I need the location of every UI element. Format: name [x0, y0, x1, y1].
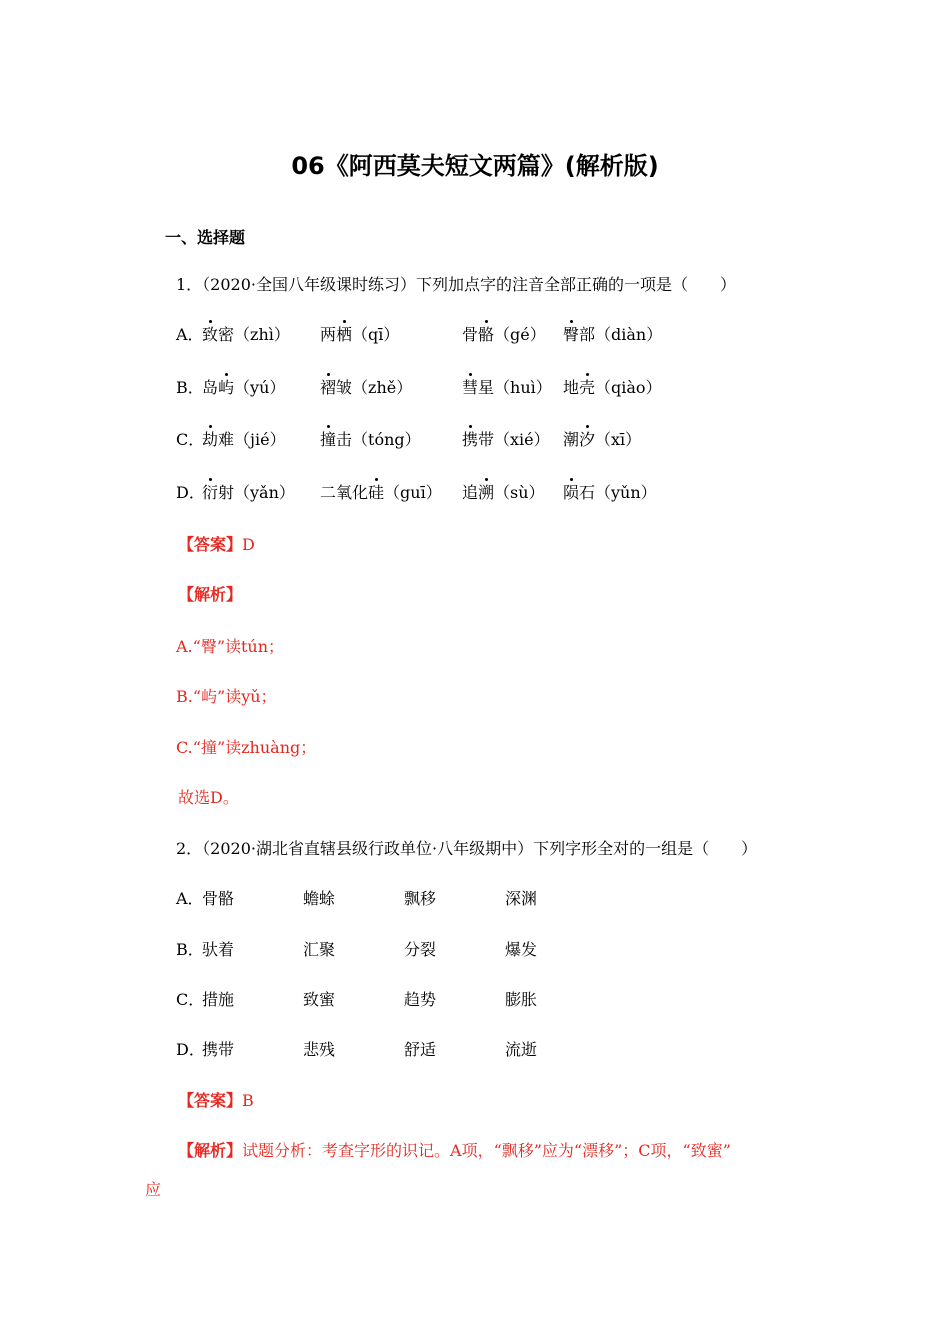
q2-option-word: 爆发 — [505, 940, 538, 959]
dotted-character: 衍 — [202, 483, 219, 502]
dotted-character: 携 — [462, 430, 479, 449]
q1-option-item — [320, 325, 399, 345]
q1-option-item — [202, 430, 286, 450]
q2-option-word: 趋势 — [404, 990, 437, 1009]
q1-option-item — [563, 430, 641, 450]
item-prefix: 骨 — [462, 325, 479, 344]
q2-option-word: 流逝 — [505, 1040, 538, 1059]
q1-option-item — [462, 430, 550, 450]
item-suffix: 石（yǔn） — [579, 483, 657, 502]
q2-option-word: 汇聚 — [303, 940, 336, 959]
item-suffix: 皱（zhě） — [336, 378, 413, 397]
item-prefix: 两 — [320, 325, 337, 344]
q1-analysis-line-a: A.“臀”读tún； — [176, 637, 285, 656]
q2-answer-value: B — [242, 1091, 254, 1110]
q2-option-label: C． — [176, 990, 205, 1009]
q1-option-item — [202, 325, 290, 345]
q1-option-label: C． — [176, 430, 205, 449]
q1-option-item — [563, 325, 662, 345]
q1-option-label: B． — [176, 378, 204, 397]
q1-option-label: A． — [176, 325, 204, 344]
item-prefix: 二氧化 — [320, 483, 369, 502]
q1-option-item — [462, 483, 545, 503]
item-suffix: （guī） — [384, 483, 442, 502]
item-suffix: 部（diàn） — [579, 325, 663, 344]
q2-option-word: 措施 — [202, 990, 235, 1009]
q1-stem: 1．（2020·全国八年级课时练习）下列加点字的注音全部正确的一项是（ ） — [176, 275, 736, 294]
q2-option-word: 骨骼 — [202, 889, 235, 908]
dotted-character: 栖 — [336, 325, 353, 344]
item-suffix: （qiào） — [595, 378, 662, 397]
dotted-character: 硅 — [368, 483, 385, 502]
item-suffix: 带（xié） — [478, 430, 550, 449]
q1-analysis-line-c: C.“撞”读zhuàng； — [176, 738, 317, 757]
q1-option-label: D． — [176, 483, 205, 502]
item-suffix: 密（zhì） — [218, 325, 290, 344]
item-prefix: 地 — [563, 378, 580, 397]
q1-answer-tag: 【答案】 — [178, 535, 243, 554]
q1-answer-value: D — [242, 535, 255, 554]
q2-option-label: A． — [176, 889, 204, 908]
q2-answer — [178, 1091, 254, 1111]
q1-option-item — [462, 378, 552, 398]
q1-analysis-conclusion: 故选D。 — [178, 788, 239, 807]
dotted-character: 骼 — [478, 325, 495, 344]
q2-option-word: 深渊 — [505, 889, 538, 908]
item-prefix: 岛 — [202, 378, 219, 397]
q1-option-item — [320, 378, 412, 398]
q2-analysis-text: 试题分析：考查字形的识记。A项，“飘移”应为“漂移”；C项，“致蜜” — [242, 1141, 731, 1160]
q1-option-item — [563, 378, 662, 398]
q2-option-word: 携带 — [202, 1040, 235, 1059]
q2-option-label: B． — [176, 940, 204, 959]
q2-stem: 2．（2020·湖北省直辖县级行政单位·八年级期中）下列字形全对的一组是（ ） — [176, 839, 758, 858]
q2-option-word: 膨胀 — [505, 990, 538, 1009]
q2-analysis-tag: 【解析】 — [178, 1141, 243, 1160]
q2-option-word: 舒适 — [404, 1040, 437, 1059]
item-prefix: 追 — [462, 483, 479, 502]
dotted-character: 溯 — [478, 483, 495, 502]
dotted-character: 屿 — [218, 378, 235, 397]
dotted-character: 致 — [202, 325, 219, 344]
page-title: 06《阿西莫夫短文两篇》(解析版) — [291, 152, 659, 180]
item-suffix: （sù） — [494, 483, 545, 502]
dotted-character: 陨 — [563, 483, 580, 502]
item-suffix: 击（tóng） — [336, 430, 421, 449]
q2-option-label: D． — [176, 1040, 205, 1059]
q2-analysis — [178, 1141, 731, 1161]
dotted-character: 褶 — [320, 378, 337, 397]
q1-option-item — [202, 378, 285, 398]
dotted-character: 臀 — [563, 325, 580, 344]
q1-option-item — [202, 483, 295, 503]
q1-answer — [178, 535, 255, 555]
item-suffix: （gé） — [494, 325, 546, 344]
item-suffix: （xī） — [595, 430, 642, 449]
dotted-character: 劫 — [202, 430, 219, 449]
q2-analysis-wrap: 应 — [145, 1180, 162, 1199]
q2-answer-tag: 【答案】 — [178, 1091, 243, 1110]
item-prefix: 潮 — [563, 430, 580, 449]
dotted-character: 彗 — [462, 378, 479, 397]
q2-option-word: 悲残 — [303, 1040, 336, 1059]
q2-option-word: 致蜜 — [303, 990, 336, 1009]
q1-analysis-line-b: B.“屿”读yǔ； — [176, 687, 277, 706]
q2-option-word: 分裂 — [404, 940, 437, 959]
item-suffix: （yú） — [234, 378, 286, 397]
section-heading: 一、选择题 — [165, 228, 246, 247]
item-suffix: 星（huì） — [478, 378, 552, 397]
q2-option-word: 蟾蜍 — [303, 889, 336, 908]
q1-option-item — [320, 430, 421, 450]
q1-analysis-tag: 【解析】 — [178, 585, 243, 604]
dotted-character: 壳 — [579, 378, 596, 397]
q2-option-word: 飘移 — [404, 889, 437, 908]
q1-option-item — [320, 483, 442, 503]
q2-option-word: 驮着 — [202, 940, 235, 959]
item-suffix: （qī） — [352, 325, 400, 344]
dotted-character: 撞 — [320, 430, 337, 449]
item-suffix: 射（yǎn） — [218, 483, 295, 502]
q1-option-item — [563, 483, 657, 503]
item-suffix: 难（jié） — [218, 430, 286, 449]
dotted-character: 汐 — [579, 430, 596, 449]
q1-option-item — [462, 325, 546, 345]
